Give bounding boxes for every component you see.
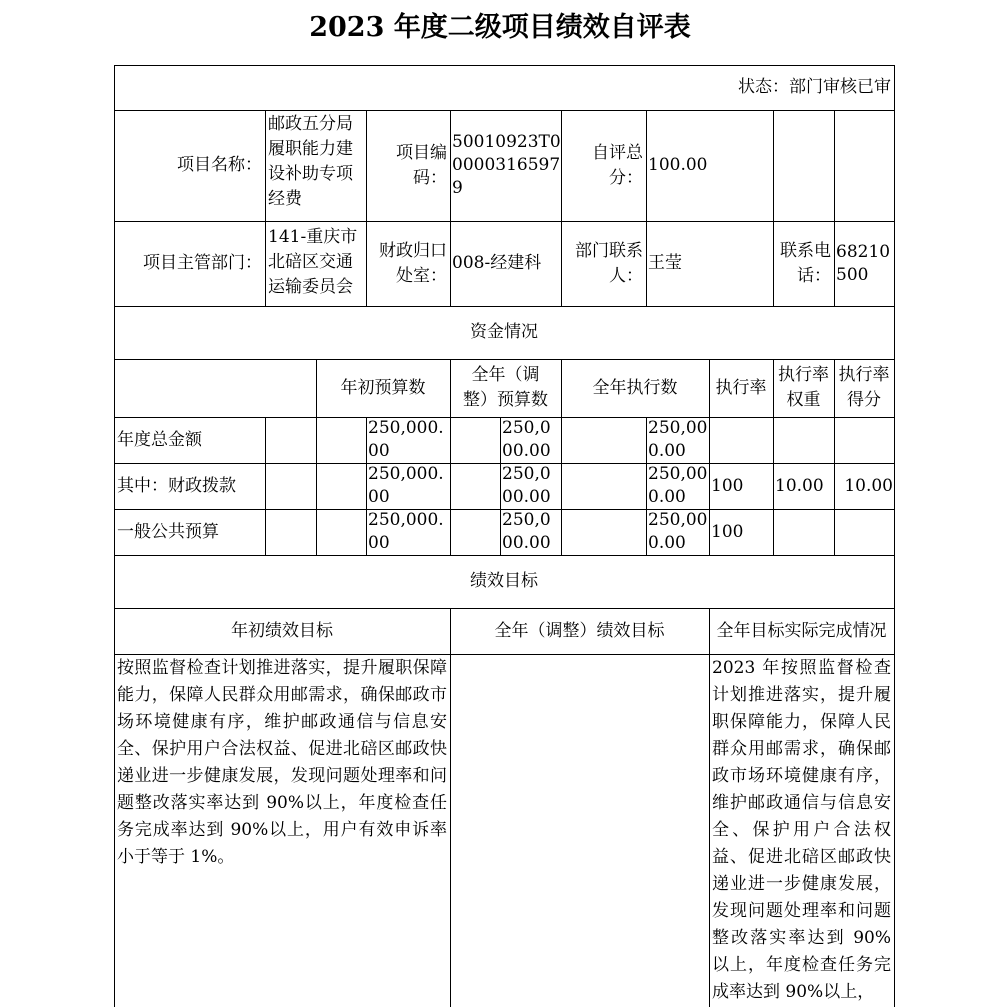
funds-row-executed: 250,000.00 <box>648 464 708 507</box>
funds-row-initial: 250,000.00 <box>368 418 444 461</box>
funds-row-rate: 100 <box>711 521 744 542</box>
funds-row-weight <box>773 417 834 463</box>
goals-initial-text: 按照监督检查计划推进落实，提升履职保障能力，保障人民群众用邮需求，确保邮政市场环境健康有序，维护邮政通信与信息安全、保护用户合法权益、促进北碚区邮政快递业进一步健康发展，发现问题处理率和问题整改落实率达到 90%以上，年度检查任务完成率达到 90%以上，用户有效申诉率小于等于 1%。 <box>117 658 447 867</box>
dept-label: 项目主管部门： <box>143 253 262 273</box>
project-name-value: 邮政五分局履职能力建设补助专项经费 <box>268 114 353 209</box>
project-name-label: 项目名称： <box>177 155 262 175</box>
funds-row-score <box>834 509 894 555</box>
finance-value: 008-经建科 <box>452 253 542 273</box>
score-label: 自评总分： <box>592 142 643 188</box>
goals-header-adjusted: 全年（调整）绩效目标 <box>494 620 665 641</box>
goals-adjusted-text <box>450 655 709 1007</box>
funds-row-adjusted: 250,000.00 <box>502 464 551 507</box>
goals-header-initial: 年初绩效目标 <box>231 620 333 641</box>
funds-row-executed: 250,000.00 <box>648 418 708 461</box>
funds-row-score <box>834 417 894 463</box>
project-code-value: 50010923T000003165979 <box>452 132 561 198</box>
funds-row-adjusted: 250,000.00 <box>502 418 551 461</box>
funds-row-weight <box>773 509 834 555</box>
funds-row-label: 年度总金额 <box>117 429 202 450</box>
funds-row-rate: 100 <box>711 475 744 496</box>
goals-header-actual: 全年目标实际完成情况 <box>716 620 887 641</box>
phone-label: 联系电话： <box>780 240 831 286</box>
dept-value: 141-重庆市北碚区交通运输委员会 <box>268 227 358 297</box>
funds-row-weight: 10.00 <box>775 475 824 496</box>
funds-header-adjusted: 全年（调整）预算数 <box>463 365 548 410</box>
funds-header-rate: 执行率 <box>715 377 767 398</box>
page-title: 2023 年度二级项目绩效自评表 <box>309 12 691 43</box>
goals-section-title: 绩效目标 <box>470 571 538 591</box>
funds-row-label: 一般公共预算 <box>117 521 219 542</box>
funds-header-weight: 执行率权重 <box>778 365 829 410</box>
project-code-label: 项目编码： <box>396 142 447 188</box>
goals-actual-text: 2023 年按照监督检查计划推进落实，提升履职保障能力，保障人民群众用邮需求，确保邮政市场环境健康有序，维护邮政通信与信息安全、保护用户合法权益、促进北碚区邮政快递业进一步健康发展，发现问题处理率和问题整改落实率达到 90%以上，年度检查任务完成率达到 90%以上， <box>712 658 891 1002</box>
funds-section-title: 资金情况 <box>470 322 538 342</box>
funds-header-initial: 年初预算数 <box>340 377 426 398</box>
funds-row-rate <box>709 417 773 463</box>
funds-row-label: 其中：财政拨款 <box>117 475 236 496</box>
funds-row-initial: 250,000.00 <box>368 464 444 507</box>
funds-header-executed: 全年执行数 <box>592 377 678 398</box>
funds-row-adjusted: 250,000.00 <box>502 510 551 553</box>
status-text: 状态：部门审核已审 <box>738 77 891 97</box>
funds-header-score: 执行率得分 <box>838 365 890 410</box>
phone-value: 68210500 <box>836 241 891 285</box>
score-value: 100.00 <box>648 155 708 175</box>
contact-label: 部门联系人： <box>575 240 643 286</box>
contact-value: 王莹 <box>648 253 682 273</box>
funds-row-executed: 250,000.00 <box>648 510 708 553</box>
funds-row-score: 10.00 <box>844 475 893 496</box>
finance-label: 财政归口处室： <box>379 240 447 286</box>
funds-row-initial: 250,000.00 <box>368 510 444 553</box>
